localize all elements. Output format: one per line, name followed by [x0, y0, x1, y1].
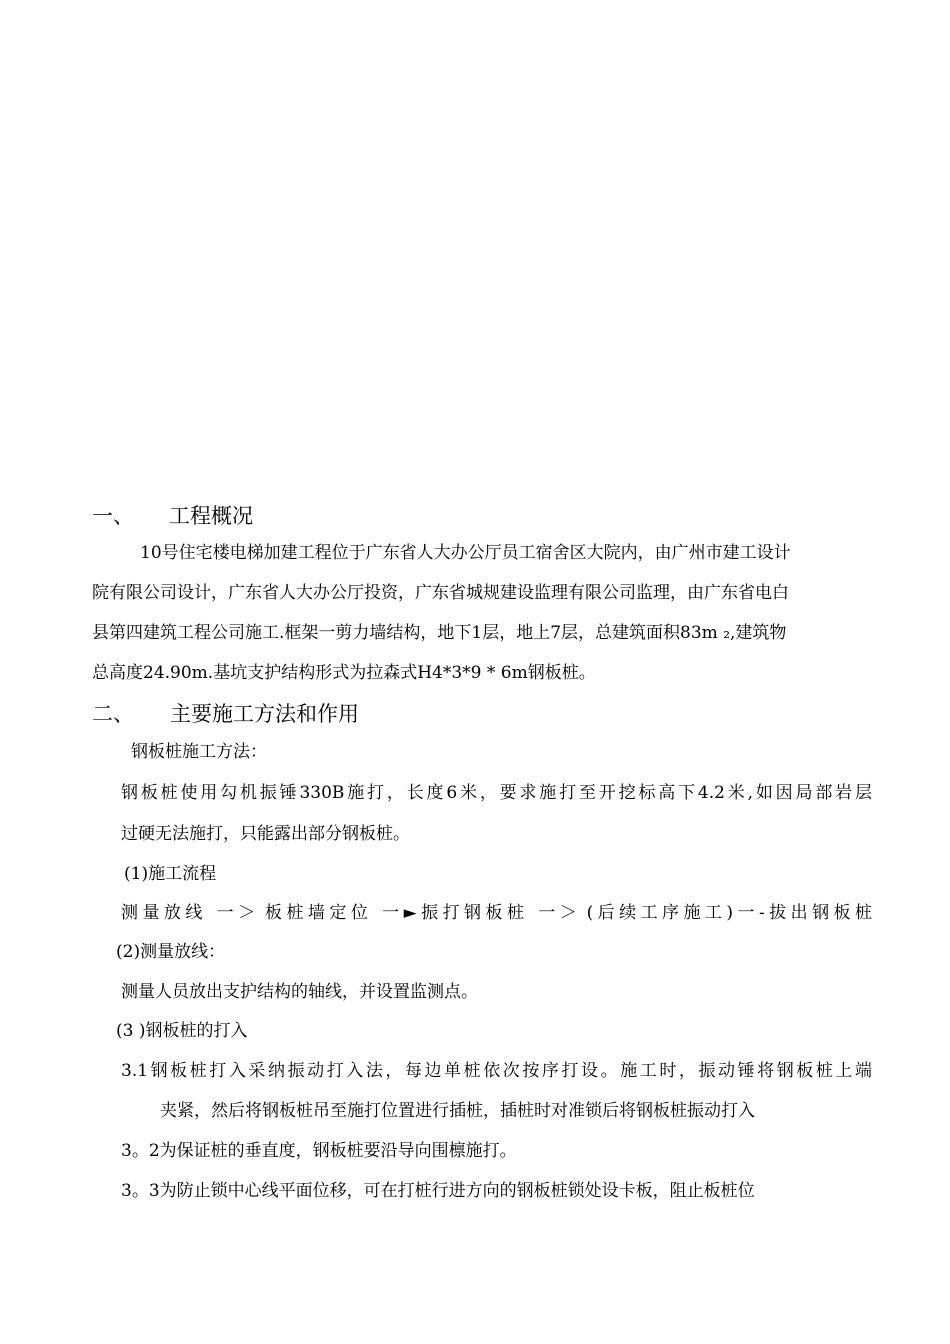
- method-line: 钢板桩使用勾机振锤330B施打，长度6米，要求施打至开挖标高下4.2米,如因局部岩层: [121, 783, 872, 803]
- step-line: 3。2为保证桩的垂直度，钢板桩要沿导向围檩施打。: [121, 1141, 517, 1161]
- method-heading: 钢板桩施工方法：: [131, 742, 267, 762]
- section-number: 一、: [92, 504, 134, 528]
- step-line: 夹紧，然后将钢板桩吊至施打位置进行插桩，插桩时对准锁后将钢板桩振动打入: [160, 1101, 755, 1121]
- step-heading-2: (2)测量放线：: [116, 942, 226, 962]
- flow-line: 测量放线 一＞ 板桩墙定位 一►振打钢板桩 一＞ (后续工序施工)一-拔出钢板桩: [121, 903, 872, 923]
- paragraph-line: 院有限公司设计，广东省人大办公厅投资，广东省城规建设监理有限公司监理，由广东省电白: [92, 583, 789, 603]
- step-heading-3: (3 )钢板桩的打入: [116, 1021, 248, 1041]
- paragraph-line: 总高度24.90m.基坑支护结构形式为拉森式H4*3*9 * 6m钢板桩。: [92, 663, 596, 683]
- step-line: 3。3为防止锁中心线平面位移，可在打桩行进方向的钢板桩锁处设卡板，阻止板桩位: [121, 1181, 755, 1201]
- step-line: 3.1钢板桩打入采纳振动打入法，每边单桩依次按序打设。施工时，振动锤将钢板桩上端: [121, 1061, 872, 1081]
- section-number: 二、: [92, 702, 134, 726]
- section-title: 主要施工方法和作用: [170, 702, 359, 726]
- method-line: 过硬无法施打，只能露出部分钢板桩。: [121, 824, 410, 844]
- step-text: 测量人员放出支护结构的轴线，并设置监测点。: [121, 982, 478, 1002]
- step-heading-1: (1)施工流程: [124, 864, 217, 884]
- paragraph-line: 10号住宅楼电梯加建工程位于广东省人大办公厅员工宿舍区大院内，由广州市建工设计: [140, 543, 791, 563]
- section-title: 工程概况: [169, 504, 253, 528]
- paragraph-line: 县第四建筑工程公司施工.框架一剪力墙结构，地下1层，地上7层，总建筑面积83m ₂,建筑物: [92, 623, 787, 643]
